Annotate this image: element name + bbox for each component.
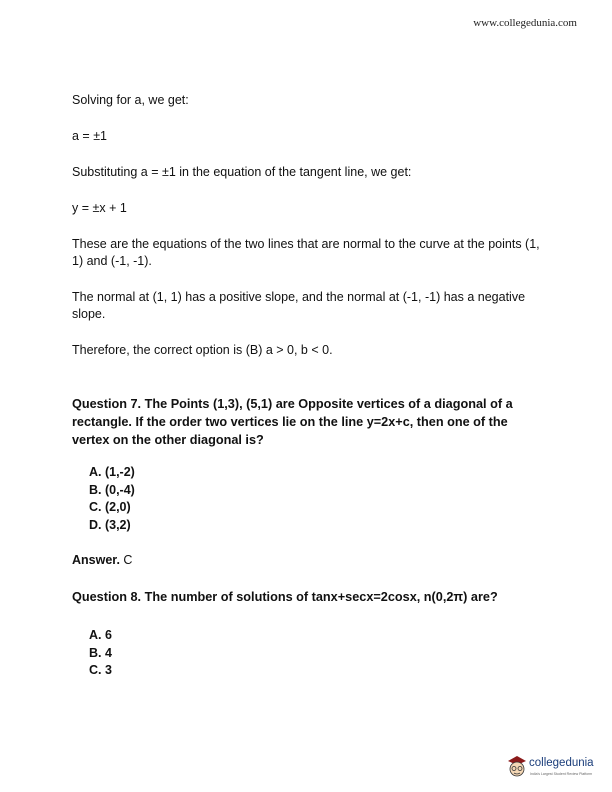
paragraph: Substituting a = ±1 in the equation of the tangent line, we get: (72, 165, 412, 179)
answer-value: C (123, 553, 133, 567)
option-item: A. 6 (89, 628, 112, 642)
mascot-icon (506, 754, 528, 778)
option-item: A. (1,-2) (89, 465, 135, 479)
option-item: C. 3 (89, 663, 112, 677)
question-8-text: Question 8. The number of solutions of tanx+secx=2cosx, n(0,2π) are? (72, 590, 498, 604)
question-7-answer (72, 552, 542, 569)
paragraph: The normal at (1, 1) has a positive slope, and the normal at (-1, -1) has a negative slope. (72, 290, 526, 321)
option-item: B. (0,-4) (89, 482, 135, 497)
paragraph: Solving for a, we get: (72, 93, 189, 107)
logo-tagline: India's Largest Student Review Platform (530, 772, 593, 776)
paragraph: These are the equations of the two lines that are normal to the curve at the points (1, 1) and (-1, -1). (72, 237, 540, 268)
option-item: D. (3,2) (89, 517, 131, 532)
question-7-text: Question 7. The Points (1,3), (5,1) are Opposite vertices of a diagonal of a rectangle. If the order two vertices lie on the line y=2x+c, then one of the vertex on the other diagonal is? (72, 397, 513, 447)
paragraph: y = ±x + 1 (72, 201, 127, 215)
paragraph: a = ±1 (72, 129, 108, 143)
header-url[interactable]: www.collegedunia.com (473, 17, 577, 29)
option-item: B. 4 (89, 645, 112, 660)
answer-label: Answer. (72, 553, 120, 567)
page-content (72, 92, 542, 680)
question-8-options (72, 627, 542, 680)
paragraph: Therefore, the correct option is (B) a > 0, b < 0. (72, 343, 333, 357)
logo-name: collegedunia (529, 757, 594, 769)
collegedunia-logo[interactable] (506, 752, 598, 782)
question-7-options (72, 464, 542, 534)
option-item: C. (2,0) (89, 500, 131, 514)
